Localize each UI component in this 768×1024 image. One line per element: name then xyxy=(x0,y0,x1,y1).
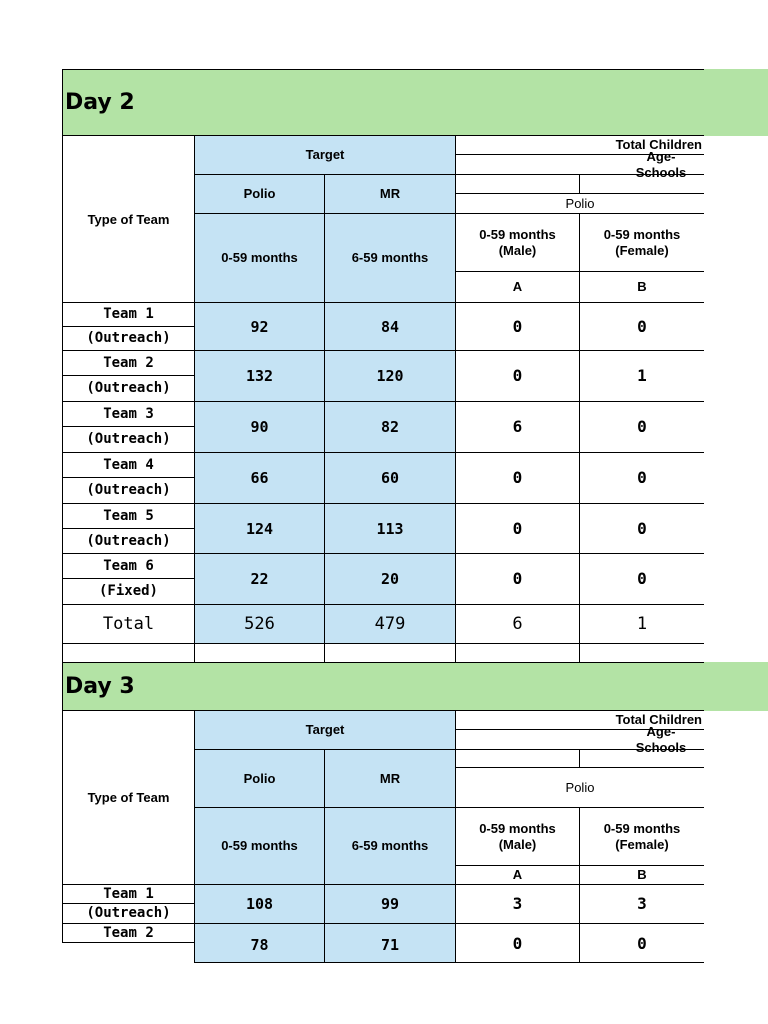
day2-polio-age: 0-59 months xyxy=(194,213,325,303)
day3-row2-polio: 78 xyxy=(194,923,325,963)
day2-row2-polio: 132 xyxy=(194,350,325,402)
day2-spacer-1 xyxy=(62,643,195,663)
day2-row3-mr: 82 xyxy=(324,401,456,453)
day2-row2-type: (Outreach) xyxy=(62,375,195,402)
day3-row2-b: 0 xyxy=(579,923,704,963)
day3-polio-age: 0-59 months xyxy=(194,807,325,885)
day2-row4-b: 0 xyxy=(579,452,704,504)
day2-title-bar-extension xyxy=(704,69,768,136)
day2-row3-team: Team 3 xyxy=(62,401,195,427)
day3-row2-team: Team 2 xyxy=(62,923,195,943)
day2-mr-age: 6-59 months xyxy=(324,213,456,303)
day2-row6-team: Team 6 xyxy=(62,553,195,579)
day2-male-header: 0-59 months (Male) xyxy=(455,213,580,272)
day2-title: Day 2 xyxy=(65,90,135,115)
day2-blank-cell-a xyxy=(455,174,580,194)
day2-blank-cell-b xyxy=(579,174,704,194)
day2-mr-header: MR xyxy=(324,174,456,214)
day2-type-of-team-header: Type of Team xyxy=(62,135,195,303)
day3-female-header: 0-59 months (Female) xyxy=(579,807,704,866)
day2-polio-group-header: Polio xyxy=(455,193,704,214)
day3-blank-cell-a xyxy=(455,749,580,768)
day2-target-header: Target xyxy=(194,135,456,175)
day2-row1-type: (Outreach) xyxy=(62,326,195,351)
day3-mr-age: 6-59 months xyxy=(324,807,456,885)
day3-row1-polio: 108 xyxy=(194,884,325,924)
day2-row6-mr: 20 xyxy=(324,553,456,605)
day2-polio-header: Polio xyxy=(194,174,325,214)
day2-row2-mr: 120 xyxy=(324,350,456,402)
day3-left-border xyxy=(62,923,63,943)
day2-row5-type: (Outreach) xyxy=(62,528,195,554)
day2-female-header: 0-59 months (Female) xyxy=(579,213,704,272)
day2-total-mr: 479 xyxy=(324,604,456,644)
day3-title-bar xyxy=(62,662,704,711)
day2-row1-mr: 84 xyxy=(324,302,456,351)
day2-spacer-2 xyxy=(194,643,325,663)
day2-row1-b: 0 xyxy=(579,302,704,351)
day2-spacer-3 xyxy=(324,643,456,663)
day2-row6-b: 0 xyxy=(579,553,704,605)
day2-row4-mr: 60 xyxy=(324,452,456,504)
day3-row1-mr: 99 xyxy=(324,884,456,924)
day2-row5-polio: 124 xyxy=(194,503,325,554)
day3-title: Day 3 xyxy=(65,674,135,699)
day2-row5-team: Team 5 xyxy=(62,503,195,529)
day2-row3-b: 0 xyxy=(579,401,704,453)
day2-row2-a: 0 xyxy=(455,350,580,402)
day2-title-bar xyxy=(62,69,704,136)
day2-row2-b: 1 xyxy=(579,350,704,402)
day2-row5-mr: 113 xyxy=(324,503,456,554)
day3-type-of-team-header: Type of Team xyxy=(62,710,195,885)
day2-row5-b: 0 xyxy=(579,503,704,554)
day2-row6-polio: 22 xyxy=(194,553,325,605)
day2-total-b: 1 xyxy=(579,604,704,644)
day3-row2-a: 0 xyxy=(455,923,580,963)
day2-row6-type: (Fixed) xyxy=(62,578,195,605)
day3-title-bar-extension xyxy=(704,662,768,711)
day2-row4-polio: 66 xyxy=(194,452,325,504)
day2-row5-a: 0 xyxy=(455,503,580,554)
day2-total-a: 6 xyxy=(455,604,580,644)
day2-row2-team: Team 2 xyxy=(62,350,195,376)
day3-row2-clip xyxy=(62,923,704,954)
day3-col-b-label: B xyxy=(579,865,704,885)
day3-row1-type: (Outreach) xyxy=(62,903,195,924)
day2-col-a-label: A xyxy=(455,271,580,303)
day3-target-header: Target xyxy=(194,710,456,750)
day3-polio-header: Polio xyxy=(194,749,325,808)
day2-row4-a: 0 xyxy=(455,452,580,504)
day3-polio-group-header: Polio xyxy=(455,767,704,808)
day2-row3-polio: 90 xyxy=(194,401,325,453)
day2-total-polio: 526 xyxy=(194,604,325,644)
day2-spacer-5 xyxy=(579,643,704,663)
day3-total-children-header: Total Children xyxy=(455,710,704,730)
day2-age-schools-header: Age- Schools xyxy=(455,154,704,175)
day3-mr-header: MR xyxy=(324,749,456,808)
day3-row1-b: 3 xyxy=(579,884,704,924)
day2-row3-a: 6 xyxy=(455,401,580,453)
day3-row2-mr: 71 xyxy=(324,923,456,963)
day2-total-children-header: Total Children xyxy=(455,135,704,155)
day2-row6-a: 0 xyxy=(455,553,580,605)
day3-row1-team: Team 1 xyxy=(62,884,195,904)
day2-row4-type: (Outreach) xyxy=(62,477,195,504)
day3-row1-a: 3 xyxy=(455,884,580,924)
day2-row4-team: Team 4 xyxy=(62,452,195,478)
day2-row3-type: (Outreach) xyxy=(62,426,195,453)
day3-male-header: 0-59 months (Male) xyxy=(455,807,580,866)
day2-row1-team: Team 1 xyxy=(62,302,195,327)
day2-total-label: Total xyxy=(62,604,195,644)
day2-row1-polio: 92 xyxy=(194,302,325,351)
day2-col-b-label: B xyxy=(579,271,704,303)
day3-age-schools-header: Age- Schools xyxy=(455,729,704,750)
day2-spacer-4 xyxy=(455,643,580,663)
day3-col-a-label: A xyxy=(455,865,580,885)
day3-blank-cell-b xyxy=(579,749,704,768)
day2-row1-a: 0 xyxy=(455,302,580,351)
